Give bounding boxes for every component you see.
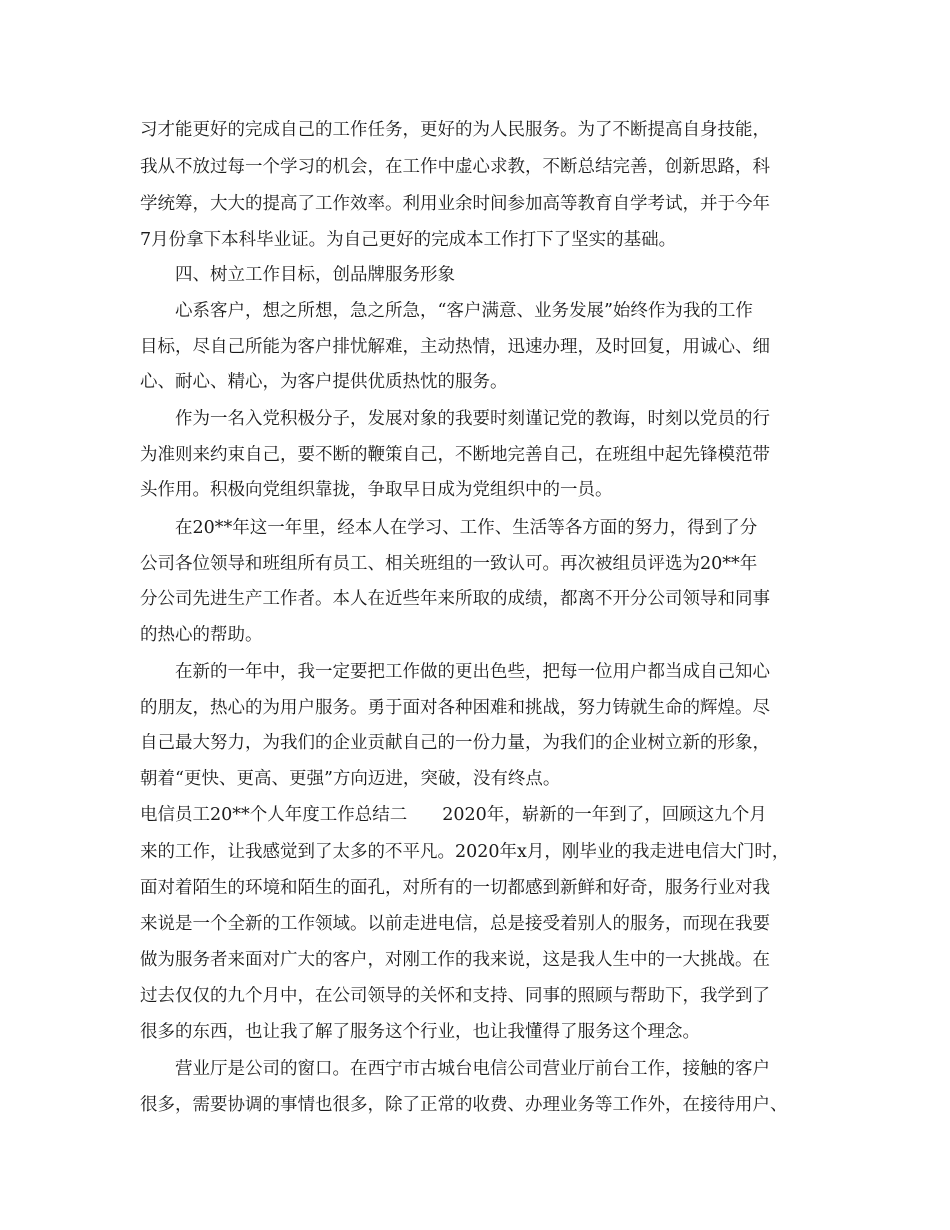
text-line: 营业厅是公司的窗口。在西宁市古城台电信公司营业厅前台工作，接触的客户 [175, 1059, 770, 1079]
text-line: 7月份拿下本科毕业证。为自己更好的完成本工作打下了坚实的基础。 [140, 230, 677, 250]
text-line: 习才能更好的完成自己的工作任务，更好的为人民服务。为了不断提高自身技能， [140, 120, 770, 140]
text-line: 的热心的帮助。 [140, 625, 263, 645]
text-line: 心系客户，想之所想，急之所急，“客户满意、业务发展”始终作为我的工作 [175, 301, 753, 321]
text-line: 的朋友，热心的为用户服务。勇于面对各种困难和挑战，努力铸就生命的辉煌。尽 [140, 698, 770, 718]
text-line: 面对着陌生的环境和陌生的面孔，对所有的一切都感到新鲜和好奇，服务行业对我 [140, 878, 770, 898]
text-line: 在新的一年中，我一定要把工作做的更出色些，把每一位用户都当成自己知心 [175, 662, 770, 682]
section-heading: 四、树立工作目标，创品牌服务形象 [175, 265, 455, 285]
text-line: 很多的东西，也让我了解了服务这个行业，也让我懂得了服务这个理念。 [140, 1022, 700, 1042]
text-line: 分公司先进生产工作者。本人在近些年来所取的成绩，都离不开分公司领导和同事 [140, 589, 770, 609]
text-line: 心、耐心、精心，为客户提供优质热忱的服务。 [140, 372, 508, 392]
text-line: 作为一名入党积极分子，发展对象的我要时刻谨记党的教诲，时刻以党员的行 [175, 409, 770, 429]
text-line: 自己最大努力，为我们的企业贡献自己的一份力量，为我们的企业树立新的形象， [140, 733, 770, 753]
text-line: 来说是一个全新的工作领域。以前走进电信，总是接受着别人的服务，而现在我要 [140, 914, 770, 934]
text-line: 来的工作，让我感觉到了太多的不平凡。2020年x月，刚毕业的我走进电信大门时， [140, 842, 790, 862]
text-line: 头作用。积极向党组织靠拢，争取早日成为党组织中的一员。 [140, 480, 613, 500]
text-line: 做为服务者来面对广大的客户，对刚工作的我来说，这是我人生中的一大挑战。在 [140, 950, 770, 970]
text-line: 为准则来约束自己，要不断的鞭策自己，不断地完善自己，在班组中起先锋模范带 [140, 445, 770, 465]
text-line: 过去仅仅的九个月中，在公司领导的关怀和支持、同事的照顾与帮助下，我学到了 [140, 986, 770, 1006]
text-line: 朝着“更快、更高、更强”方向迈进，突破，没有终点。 [140, 769, 561, 789]
text-line: 学统筹，大大的提高了工作效率。利用业余时间参加高等教育自学考试，并于今年 [140, 194, 770, 214]
text-line: 在20**年这一年里，经本人在学习、工作、生活等各方面的努力，得到了分 [175, 518, 758, 538]
text-line: 很多，需要协调的事情也很多，除了正常的收费、办理业务等工作外，在接待用户、 [140, 1095, 788, 1115]
text-line: 目标，尽自己所能为客户排忧解难，主动热情，迅速办理，及时回复，用诚心、细 [140, 337, 770, 357]
text-line: 我从不放过每一个学习的机会，在工作中虚心求教，不断总结完善，创新思路，科 [140, 157, 770, 177]
text-line: 公司各位领导和班组所有员工、相关班组的一致认可。再次被组员评选为20**年 [140, 554, 758, 574]
section-title-line: 电信员工20**个人年度工作总结二 2020年，崭新的一年到了，回顾这九个月 [140, 805, 767, 825]
